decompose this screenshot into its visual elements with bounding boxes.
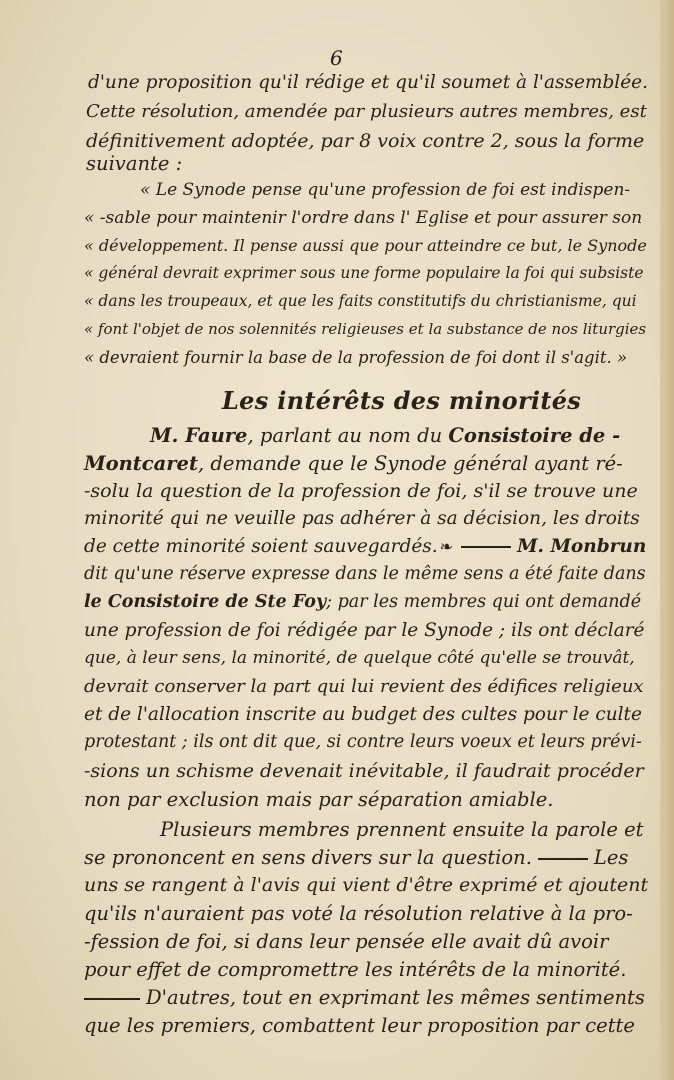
place-name: Montcaret	[84, 452, 198, 475]
text-line	[84, 986, 645, 1009]
text-line	[84, 846, 628, 869]
dash-rule	[84, 998, 140, 1000]
text-span: D'autres, tout en exprimant les mêmes sentiments	[146, 986, 645, 1009]
text-line: pour effet de compromettre les intérêts de la minorité.	[84, 958, 627, 981]
text-line: que les premiers, combattent leur proposition par cette	[84, 1014, 635, 1037]
quote-line: « devraient fournir la base de la profession de foi dont il s'agit. »	[84, 348, 628, 367]
text-line: Cette résolution, amendée par plusieurs autres membres, est	[86, 101, 647, 122]
text-line: définitivement adoptée, par 8 voix contre 2, sous la forme	[86, 130, 645, 152]
text-line: suivante :	[86, 152, 183, 175]
text-span: , parlant au nom du	[247, 424, 449, 447]
text-line: une profession de foi rédigée par le Synode ; ils ont déclaré	[84, 620, 645, 641]
text-line: que, à leur sens, la minorité, de quelque côté qu'elle se trouvât,	[84, 648, 635, 668]
text-span: se prononcent en sens divers sur la question.	[84, 846, 532, 869]
text-line: qu'ils n'auraient pas voté la résolution relative à la pro-	[84, 902, 633, 925]
text-line: minorité qui ne veuille pas adhérer à sa décision, les droits	[84, 508, 640, 529]
quote-line: « Le Synode pense qu'une profession de foi est indispen-	[140, 180, 631, 200]
flourish-icon: ❧	[439, 537, 454, 556]
page-edge	[660, 0, 674, 1080]
speaker-name: M. Faure	[150, 424, 248, 447]
dash-rule	[538, 858, 588, 860]
text-line: et de l'allocation inscrite au budget des cultes pour le culte	[84, 704, 642, 725]
quote-line: « général devrait exprimer sous une forme populaire la foi qui subsiste	[84, 264, 644, 282]
text-line: -sions un schisme devenait inévitable, il faudrait procéder	[84, 760, 644, 782]
text-line: -solu la question de la profession de foi, s'il se trouve une	[84, 480, 638, 502]
text-line: dit qu'une réserve expresse dans le même sens a été faite dans	[84, 564, 646, 584]
section-title: Les intérêts des minorités	[222, 386, 582, 415]
text-line: Plusieurs membres prennent ensuite la parole et	[160, 818, 644, 841]
text-span: , demande que le Synode général ayant ré-	[197, 452, 623, 475]
text-line: -fession de foi, si dans leur pensée elle avait dû avoir	[84, 930, 609, 953]
text-line	[84, 452, 623, 475]
text-line: d'une proposition qu'il rédige et qu'il soumet à l'assemblée.	[88, 72, 648, 93]
text-line: non par exclusion mais par séparation amiable.	[84, 788, 554, 811]
text-line	[84, 592, 641, 612]
text-line	[84, 536, 646, 557]
text-line: devrait conserver la part qui lui revient des édifices religieux	[84, 676, 644, 697]
text-line: uns se rangent à l'avis qui vient d'être exprimé et ajoutent	[84, 874, 649, 896]
consistory-name: Consistoire de -	[448, 424, 621, 447]
page-number: 6	[330, 46, 343, 70]
quote-line: « développement. Il pense aussi que pour atteindre ce but, le Synode	[84, 236, 647, 255]
text-line	[150, 424, 620, 447]
consistory-name: le Consistoire de Ste Foy	[84, 592, 327, 612]
text-span: Les	[593, 846, 629, 869]
dash-rule	[461, 546, 511, 548]
quote-line: « -sable pour maintenir l'ordre dans l' Eglise et pour assurer son	[84, 208, 643, 228]
text-line: protestant ; ils ont dit que, si contre leurs voeux et leurs prévi-	[84, 732, 642, 752]
quote-line: « dans les troupeaux, et que les faits constitutifs du christianisme, qui	[84, 292, 637, 310]
quote-line: « font l'objet de nos solennités religieuses et la substance de nos liturgies	[84, 320, 647, 338]
text-span: de cette minorité soient sauvegardés.	[84, 536, 438, 557]
text-span: ; par les membres qui ont demandé	[326, 592, 642, 612]
speaker-name: M. Monbrun	[517, 536, 647, 557]
